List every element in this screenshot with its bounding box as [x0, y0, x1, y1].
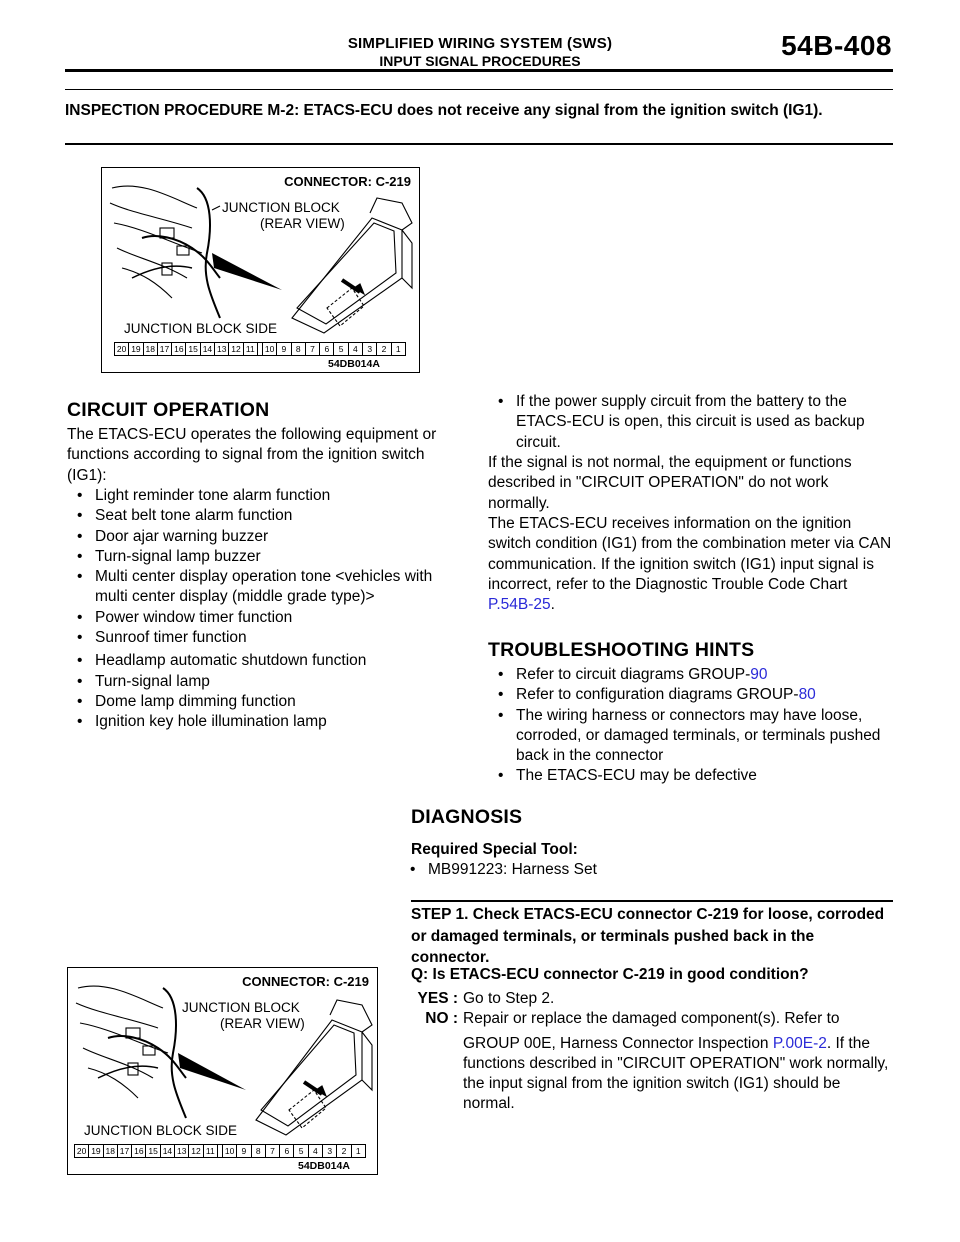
pin: 17	[118, 1145, 132, 1157]
pin: 6	[320, 343, 334, 355]
pin: 13	[175, 1145, 189, 1157]
no-text-block	[463, 1009, 893, 1114]
diagnosis-heading: DIAGNOSIS	[411, 806, 523, 828]
header-rule	[65, 69, 893, 72]
pin: 20	[115, 343, 129, 355]
pin: 15	[186, 343, 200, 355]
circuit-para-2-text: The ETACS-ECU receives information on the ignition switch condition (IG1) from the combination meter via CAN communication. If the ignition switch (IG1) input signal is incorrect, refer to the Diagnostic Trouble Code Chart	[488, 515, 892, 593]
connector-caption: CONNECTOR: C-219	[242, 974, 369, 989]
pin: 8	[252, 1145, 266, 1157]
list-item	[488, 685, 893, 705]
list-item: • Power window timer function	[67, 608, 469, 628]
circuit-operation-heading: CIRCUIT OPERATION	[67, 399, 270, 421]
pin: 16	[172, 343, 186, 355]
figure-id: 54DB014A	[328, 358, 380, 370]
group-80-link[interactable]: 80	[798, 686, 816, 704]
list-item: • The ETACS-ECU may be defective	[488, 766, 893, 786]
special-tool-list	[400, 860, 880, 880]
pin: 2	[337, 1145, 351, 1157]
list-item: • The wiring harness or connectors may have loose, corroded, or damaged terminals, or terminals pushed back in the connector	[488, 706, 893, 767]
dtc-chart-link[interactable]: P.54B-25	[488, 596, 551, 614]
no-text: Repair or replace the damaged component(s). Refer to GROUP 00E, Harness Connector Inspection	[463, 1010, 840, 1052]
special-tool-label: Required Special Tool:	[411, 841, 578, 858]
procedure-title: INSPECTION PROCEDURE M-2: ETACS-ECU does not receive any signal from the ignition switch (IG1).	[65, 102, 823, 119]
question: Q: Is ETACS-ECU connector C-219 in good condition?	[411, 966, 809, 983]
list-item: • Sunroof timer function	[67, 628, 469, 648]
no-label: NO :	[425, 1010, 458, 1028]
list-item: • Door ajar warning buzzer	[67, 527, 469, 547]
pin: 19	[129, 343, 143, 355]
pin: 7	[266, 1145, 280, 1157]
pin: 1	[395, 344, 401, 354]
pin: 5	[334, 343, 348, 355]
procedure-rule-bottom	[65, 143, 893, 145]
pin: 4	[349, 343, 363, 355]
pin: 10	[223, 1145, 237, 1157]
pin: 3	[323, 1145, 337, 1157]
list-item: • Multi center display operation tone <vehicles with multi center display (middle grade type)>	[67, 567, 469, 608]
pin: 14	[201, 343, 215, 355]
pin: 20	[75, 1145, 89, 1157]
step-1-title: STEP 1. Check ETACS-ECU connector C-219 for loose, corroded or damaged terminals, or terminals pushed back in the connector.	[411, 906, 885, 966]
page-number: 54B-408	[781, 30, 892, 61]
list-item: • If the power supply circuit from the battery to the ETACS-ECU is open, this circuit is used as backup circuit.	[488, 392, 893, 453]
harness-inspection-link[interactable]: P.00E-2	[772, 1034, 827, 1052]
list-item: • Seat belt tone alarm function	[67, 506, 469, 526]
circuit-para-2-end: .	[550, 596, 555, 614]
pin: 17	[158, 343, 172, 355]
list-item: • Ignition key hole illumination lamp	[67, 712, 469, 732]
list-item: • Light reminder tone alarm function	[67, 486, 469, 506]
pin: 10	[263, 343, 277, 355]
list-item: • Turn-signal lamp	[67, 672, 469, 692]
pin: 7	[306, 343, 320, 355]
hints-list	[488, 665, 893, 787]
figure-id: 54DB014A	[298, 1160, 350, 1172]
list-item: • MB991223: Harness Set	[400, 860, 880, 880]
no-answer	[411, 1009, 893, 1114]
hint-text: Refer to configuration diagrams GROUP-	[516, 686, 799, 704]
no-text-end: . If the functions described in "CIRCUIT OPERATION" work normally, the input signal from the ignition switch (IG1) should be normal.	[463, 1034, 889, 1113]
circuit-function-list	[67, 486, 469, 733]
junction-block-side-label: JUNCTION BLOCK SIDE	[124, 321, 278, 336]
rear-view-label: (REAR VIEW)	[260, 216, 345, 231]
list-item: • Dome lamp dimming function	[67, 692, 469, 712]
pin: 11	[244, 343, 258, 355]
group-90-link[interactable]: 90	[750, 666, 768, 683]
yes-text: Go to Step 2.	[463, 990, 555, 1007]
section-title: SIMPLIFIED WIRING SYSTEM (SWS)	[347, 35, 613, 52]
list-item: • Turn-signal lamp buzzer	[67, 547, 469, 567]
list-item: • Headlamp automatic shutdown function	[67, 651, 469, 671]
pin: 11	[204, 1145, 218, 1157]
hint-text: Refer to circuit diagrams GROUP-	[516, 666, 751, 683]
pin: 18	[144, 343, 158, 355]
circuit-para-2	[488, 514, 893, 615]
pin: 6	[280, 1145, 294, 1157]
junction-block-label: JUNCTION BLOCK	[182, 1000, 300, 1015]
troubleshooting-hints-heading: TROUBLESHOOTING HINTS	[488, 639, 755, 661]
connector-pin-strip	[114, 342, 406, 356]
pin: 8	[292, 343, 306, 355]
circuit-intro: The ETACS-ECU operates the following equipment or functions according to signal from the ignition switch (IG1):	[67, 426, 437, 484]
pin: 18	[104, 1145, 118, 1157]
procedure-rule-top	[65, 89, 893, 90]
pin: 12	[189, 1145, 203, 1157]
answers	[411, 989, 893, 1115]
step-rule	[411, 900, 893, 902]
connector-pin-strip	[74, 1144, 366, 1158]
pin: 5	[294, 1145, 308, 1157]
yes-label: YES :	[417, 990, 458, 1007]
junction-block-label: JUNCTION BLOCK	[222, 200, 340, 215]
connector-figure-bottom	[67, 967, 378, 1175]
pin: 3	[363, 343, 377, 355]
pin: 13	[215, 343, 229, 355]
pin: 12	[229, 343, 243, 355]
pin: 16	[132, 1145, 146, 1157]
section-subtitle: INPUT SIGNAL PROCEDURES	[379, 53, 581, 69]
connector-figure-top	[101, 167, 420, 373]
backup-circuit-list	[488, 392, 893, 453]
connector-caption: CONNECTOR: C-219	[284, 174, 411, 189]
pin: 19	[89, 1145, 103, 1157]
pin: 9	[237, 1145, 251, 1157]
junction-block-side-label: JUNCTION BLOCK SIDE	[84, 1123, 238, 1138]
pin: 15	[146, 1145, 160, 1157]
circuit-para-1: If the signal is not normal, the equipment or functions described in "CIRCUIT OPERATION" do not work normally.	[488, 454, 852, 512]
pin: 4	[309, 1145, 323, 1157]
pin: 1	[355, 1146, 361, 1156]
list-item	[488, 665, 893, 685]
pin: 2	[377, 343, 391, 355]
pin: 14	[161, 1145, 175, 1157]
yes-answer	[411, 989, 893, 1009]
pin: 9	[277, 343, 291, 355]
rear-view-label: (REAR VIEW)	[220, 1016, 305, 1031]
